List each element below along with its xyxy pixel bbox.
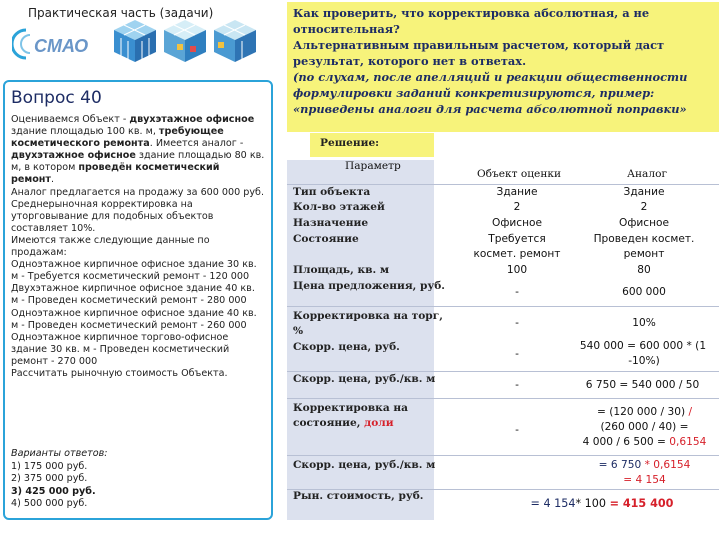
question-line [11,235,273,247]
final-part: = 4 154 [530,497,576,510]
answer-options [11,448,261,511]
param-label: Состояние [293,233,359,245]
object-value: - [515,286,519,298]
question-line-text: здание 30 кв. м - Проведен косметический [11,343,230,355]
row-divider [287,184,719,185]
row-divider [287,371,719,372]
question-line-emphasis: двухэтажное офисное [129,114,255,125]
param-label: % [293,325,304,337]
object-value: - [515,348,519,360]
question-line [11,295,273,307]
analog-value: Офисное [618,217,670,229]
analog-value: 540 000 = 600 000 * (1 [579,340,707,352]
question-line [11,114,273,126]
question-line-text: продажам: [11,247,67,259]
solution-label: Решение: [320,137,380,149]
analog-value: = 4 154 [623,474,666,486]
question-number: 40 [80,88,102,108]
analog-value: -10%) [628,355,660,367]
question-line [11,332,273,344]
row-divider [287,455,719,456]
object-value: космет. ремонт [473,248,561,260]
param-label-highlight: доли [364,417,394,429]
analog-value: (260 000 / 40) = [600,421,689,433]
formula-part: 4 000 / 6 500 = [582,436,670,448]
answers-title: Варианты ответов: [11,448,108,459]
header-analog: Аналог [626,168,668,180]
question-line [11,162,273,174]
question-line [11,150,273,162]
formula-operator: * 0,6154 [644,459,691,471]
question-line [11,308,273,320]
question-line-emphasis: . [51,174,55,186]
header-object: Объект оценки [476,168,562,180]
cube-image [212,18,258,64]
object-value: - [515,424,519,436]
analog-value: 10% [632,317,656,329]
formula-operator: / [685,406,693,418]
question-line-text: уторговывание для подобных объектов [11,210,214,222]
question-line [11,247,273,259]
question-line-text: Имеются также следующие данные по [11,234,210,246]
section-title: Практическая часть (задачи) [28,6,214,20]
question-line [11,356,273,368]
question-line-text: косметического ремонта [11,138,150,150]
hint-line: результат, которого нет в ответах. [293,54,527,68]
object-value: Офисное [491,217,543,229]
question-text [11,114,273,380]
analog-value: 600 000 [622,286,666,298]
question-line-text: ремонт - 270 000 [11,355,98,367]
analog-value: Проведен космет. [593,233,695,245]
param-label: Кол-во этажей [293,201,385,213]
answer-option: 2) 375 000 руб. [11,473,88,485]
analog-value: ремонт [623,248,665,260]
formula-result: 0,6154 [669,436,707,448]
solution-table [287,160,719,520]
analog-value: 80 [637,264,651,276]
object-value: Здание [496,186,538,198]
param-label: Скорр. цена, руб./кв. м [293,373,436,385]
analog-value: 6 750 = 540 000 / 50 [585,379,700,391]
object-value: - [515,317,519,329]
param-label-part: состояние, [293,417,365,429]
param-label [293,417,394,431]
param-label: Скорр. цена, руб./кв. м [293,459,436,471]
param-label: Рын. стоимость, руб. [293,490,424,502]
question-line-emphasis: проведён косметический [78,162,220,174]
question-line [11,187,273,199]
answer-option-correct: 3) 425 000 руб. [11,485,96,497]
question-line-text: Оцениваемся Объект - [11,114,130,125]
question-label: Вопрос [11,88,75,108]
question-heading [11,88,102,108]
row-divider [287,398,719,399]
cube-illustrations [112,18,264,70]
analog-value [572,436,717,450]
hint-line: относительная? [293,22,400,36]
question-line [11,223,273,235]
row-divider [287,306,719,307]
question-line-text: Аналог предлагается на продажу за 600 000 руб. [11,186,265,198]
param-label: Назначение [293,217,369,229]
solution-label-box [310,133,434,157]
param-label: Площадь, кв. м [293,264,390,276]
question-line-text: Одноэтажное кирпичное торгово-офисное [11,331,229,343]
question-line [11,368,273,380]
cube-image [162,18,208,64]
question-line [11,320,273,332]
logo-text: СМАО [34,36,89,56]
hint-line: Альтернативным правильным расчетом, который даст [293,38,665,52]
question-line-text: здание площадью 100 кв. м, [11,126,159,138]
final-result: = 415 400 [609,497,674,510]
question-line [11,174,273,186]
question-line-text: Среднерыночная корректировка на [11,198,193,210]
analog-value: Здание [623,186,665,198]
final-part: * 100 [575,497,610,510]
object-value: - [515,379,519,391]
hint-line: Как проверить, что корректировка абсолютная, а не [293,6,650,20]
object-value: Требуется [488,233,546,245]
question-line [11,211,273,223]
object-value: 2 [513,201,521,213]
object-value: 100 [506,264,528,276]
formula-part: = 6 750 [598,459,645,471]
cmao-logo [12,26,90,62]
hint-line: «приведены аналоги для расчета абсолютной поправки» [293,102,687,116]
question-line [11,271,273,283]
param-label: Цена предложения, руб. [293,280,445,292]
question-line-text: Одноэтажное кирпичное офисное здание 30 кв. [11,259,257,271]
question-line [11,344,273,356]
question-line-text: Одноэтажное кирпичное офисное здание 40 кв. [11,307,257,319]
question-line-text: м - Требуется косметический ремонт - 120 000 [11,271,250,283]
question-line-emphasis: требующее [158,126,224,138]
question-line [11,283,273,295]
answer-option: 1) 175 000 руб. [11,460,88,472]
analog-value [572,459,717,473]
question-line [11,199,273,211]
analog-value: 2 [640,201,648,213]
question-line [11,259,273,271]
question-line-text: двухэтажное офисное [11,150,136,162]
hint-line: (по слухам, после апелляций и реакции общественности [293,70,688,84]
param-label: Скорр. цена, руб. [293,341,400,353]
param-label: Тип объекта [293,186,371,198]
question-line-text: м - Проведен косметический ремонт - 280 000 [11,295,247,307]
answer-option: 4) 500 000 руб. [11,498,88,510]
question-line-emphasis: здание площадью 80 кв. [135,150,265,162]
question-line-text: составляет 10%. [11,222,96,234]
question-line [11,126,273,138]
question-line-text: Двухэтажное кирпичное офисное здание 40 кв. [11,283,255,295]
param-label: Корректировка на торг, [293,310,443,322]
cube-image [112,18,158,64]
question-panel [3,80,273,520]
question-line-text: м, в котором [11,162,79,174]
header-parameter: Параметр [345,160,401,172]
final-value [487,497,717,511]
param-label: Корректировка на [293,402,408,414]
analog-value [572,406,717,420]
hint-box [287,2,719,132]
question-line-emphasis: . Имеется аналог - [149,138,244,150]
question-line-text: Рассчитать рыночную стоимость Объекта. [11,367,228,379]
question-line-text: м - Проведен косметический ремонт - 260 000 [11,319,247,331]
question-line-text: ремонт [11,174,51,186]
hint-line: формулировки заданий конкретизируются, пример: [293,86,655,100]
question-line [11,138,273,150]
formula-part: = (120 000 / 30) [596,406,686,418]
